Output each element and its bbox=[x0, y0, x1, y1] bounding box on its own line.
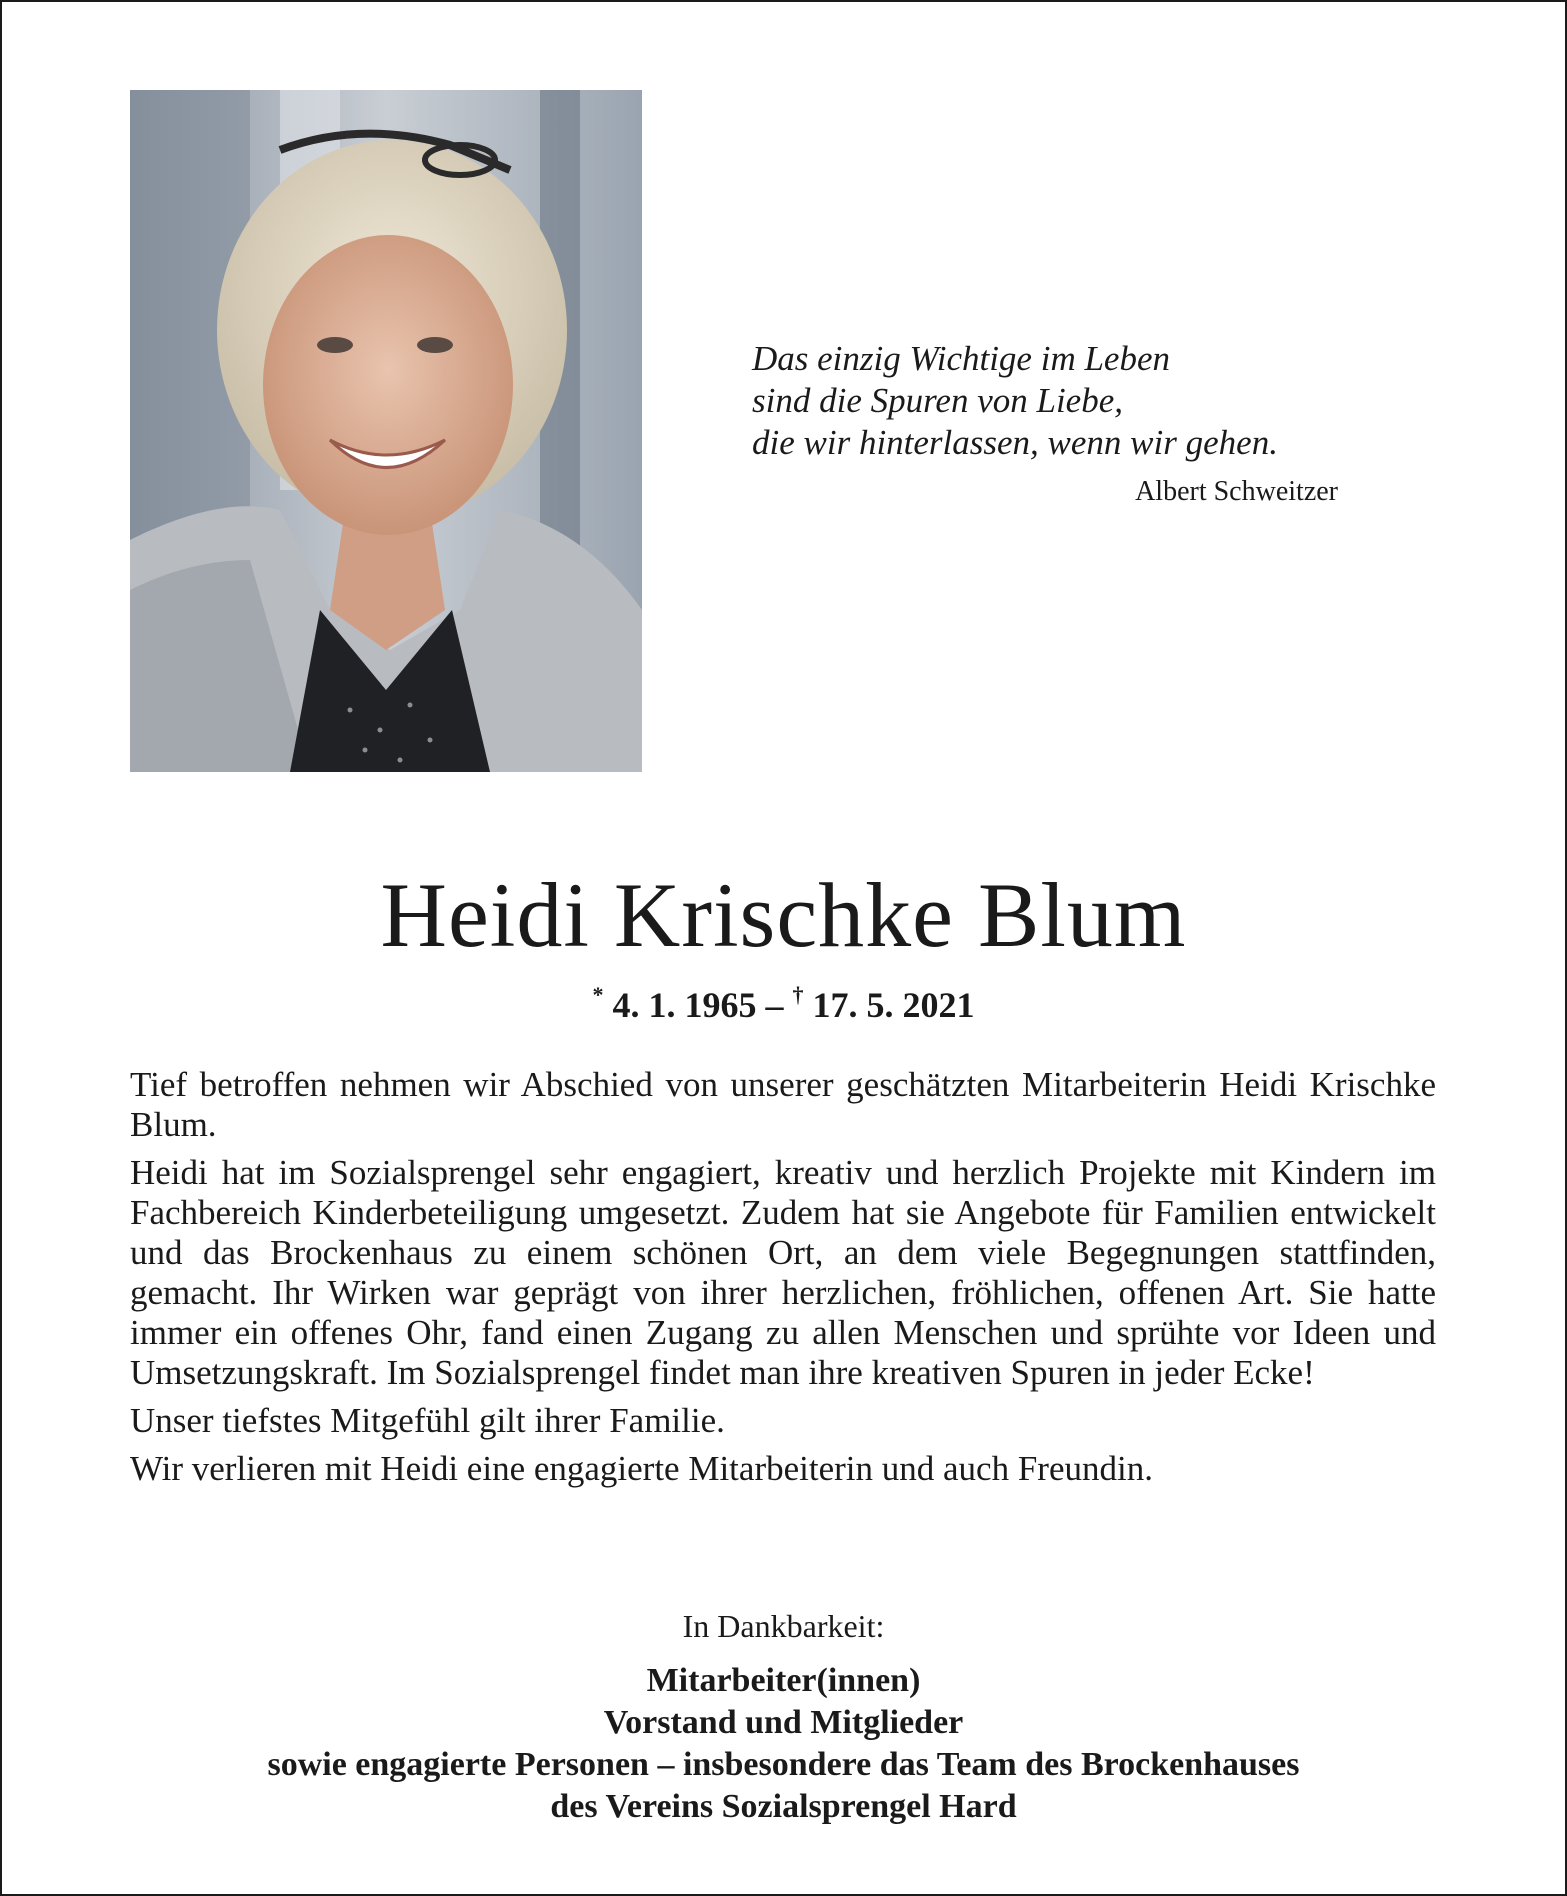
obituary-text bbox=[130, 1065, 1436, 1497]
epigraph-quote bbox=[752, 338, 1352, 464]
signer-line: Vorstand und Mitglieder bbox=[603, 1704, 964, 1741]
portrait-illustration bbox=[130, 90, 642, 772]
birth-symbol: * bbox=[592, 982, 604, 1007]
life-dates bbox=[0, 984, 1567, 1026]
thanks-heading: In Dankbarkeit: bbox=[682, 1608, 885, 1644]
obituary-paragraph: Unser tiefstes Mitgefühl gilt ihrer Familie. bbox=[130, 1401, 725, 1440]
obituary-paragraph: Wir verlieren mit Heidi eine engagierte Mitarbeiterin und auch Freundin. bbox=[130, 1449, 1153, 1488]
birth-date: 4. 1. 1965 bbox=[612, 985, 757, 1025]
obituary-paragraph: Tief betroffen nehmen wir Abschied von unserer geschätzten Mitarbeiterin Heidi Krischke Blum. bbox=[130, 1065, 1436, 1144]
quote-line: die wir hinterlassen, wenn wir gehen. bbox=[752, 423, 1278, 462]
obituary-paragraph: Heidi hat im Sozialsprengel sehr engagiert, kreativ und herzlich Projekte mit Kindern im Fachbereich Kinderbeteiligung umgesetzt. Zudem hat sie Angebote für Familien entwickelt und das Brockenhaus zu einem schönen Ort, an dem viele Begegnungen stattfinden, gemacht. Ihr Wirken war geprägt von ihrer herzlichen, fröhlichen, offenen Art. Sie hatte immer ein offenes Ohr, fand einen Zugang zu allen Menschen und sprühte vor Ideen und Umsetzungskraft. Im Sozialsprengel findet man ihre kreativen Spuren in jeder Ecke! bbox=[130, 1153, 1436, 1392]
date-separator: – bbox=[756, 985, 793, 1025]
portrait-photo bbox=[130, 90, 642, 772]
quote-line: Das einzig Wichtige im Leben bbox=[752, 339, 1171, 378]
death-date: 17. 5. 2021 bbox=[812, 985, 975, 1025]
quote-author: Albert Schweitzer bbox=[1135, 476, 1338, 507]
signers-block bbox=[0, 1660, 1567, 1828]
signer-line: des Vereins Sozialsprengel Hard bbox=[550, 1788, 1017, 1825]
deceased-name: Heidi Krischke Blum bbox=[380, 864, 1187, 966]
death-symbol: † bbox=[792, 982, 804, 1007]
signer-line: Mitarbeiter(innen) bbox=[646, 1662, 921, 1699]
signer-line: sowie engagierte Personen – insbesondere das Team des Brockenhauses bbox=[267, 1746, 1300, 1783]
quote-line: sind die Spuren von Liebe, bbox=[752, 381, 1124, 420]
